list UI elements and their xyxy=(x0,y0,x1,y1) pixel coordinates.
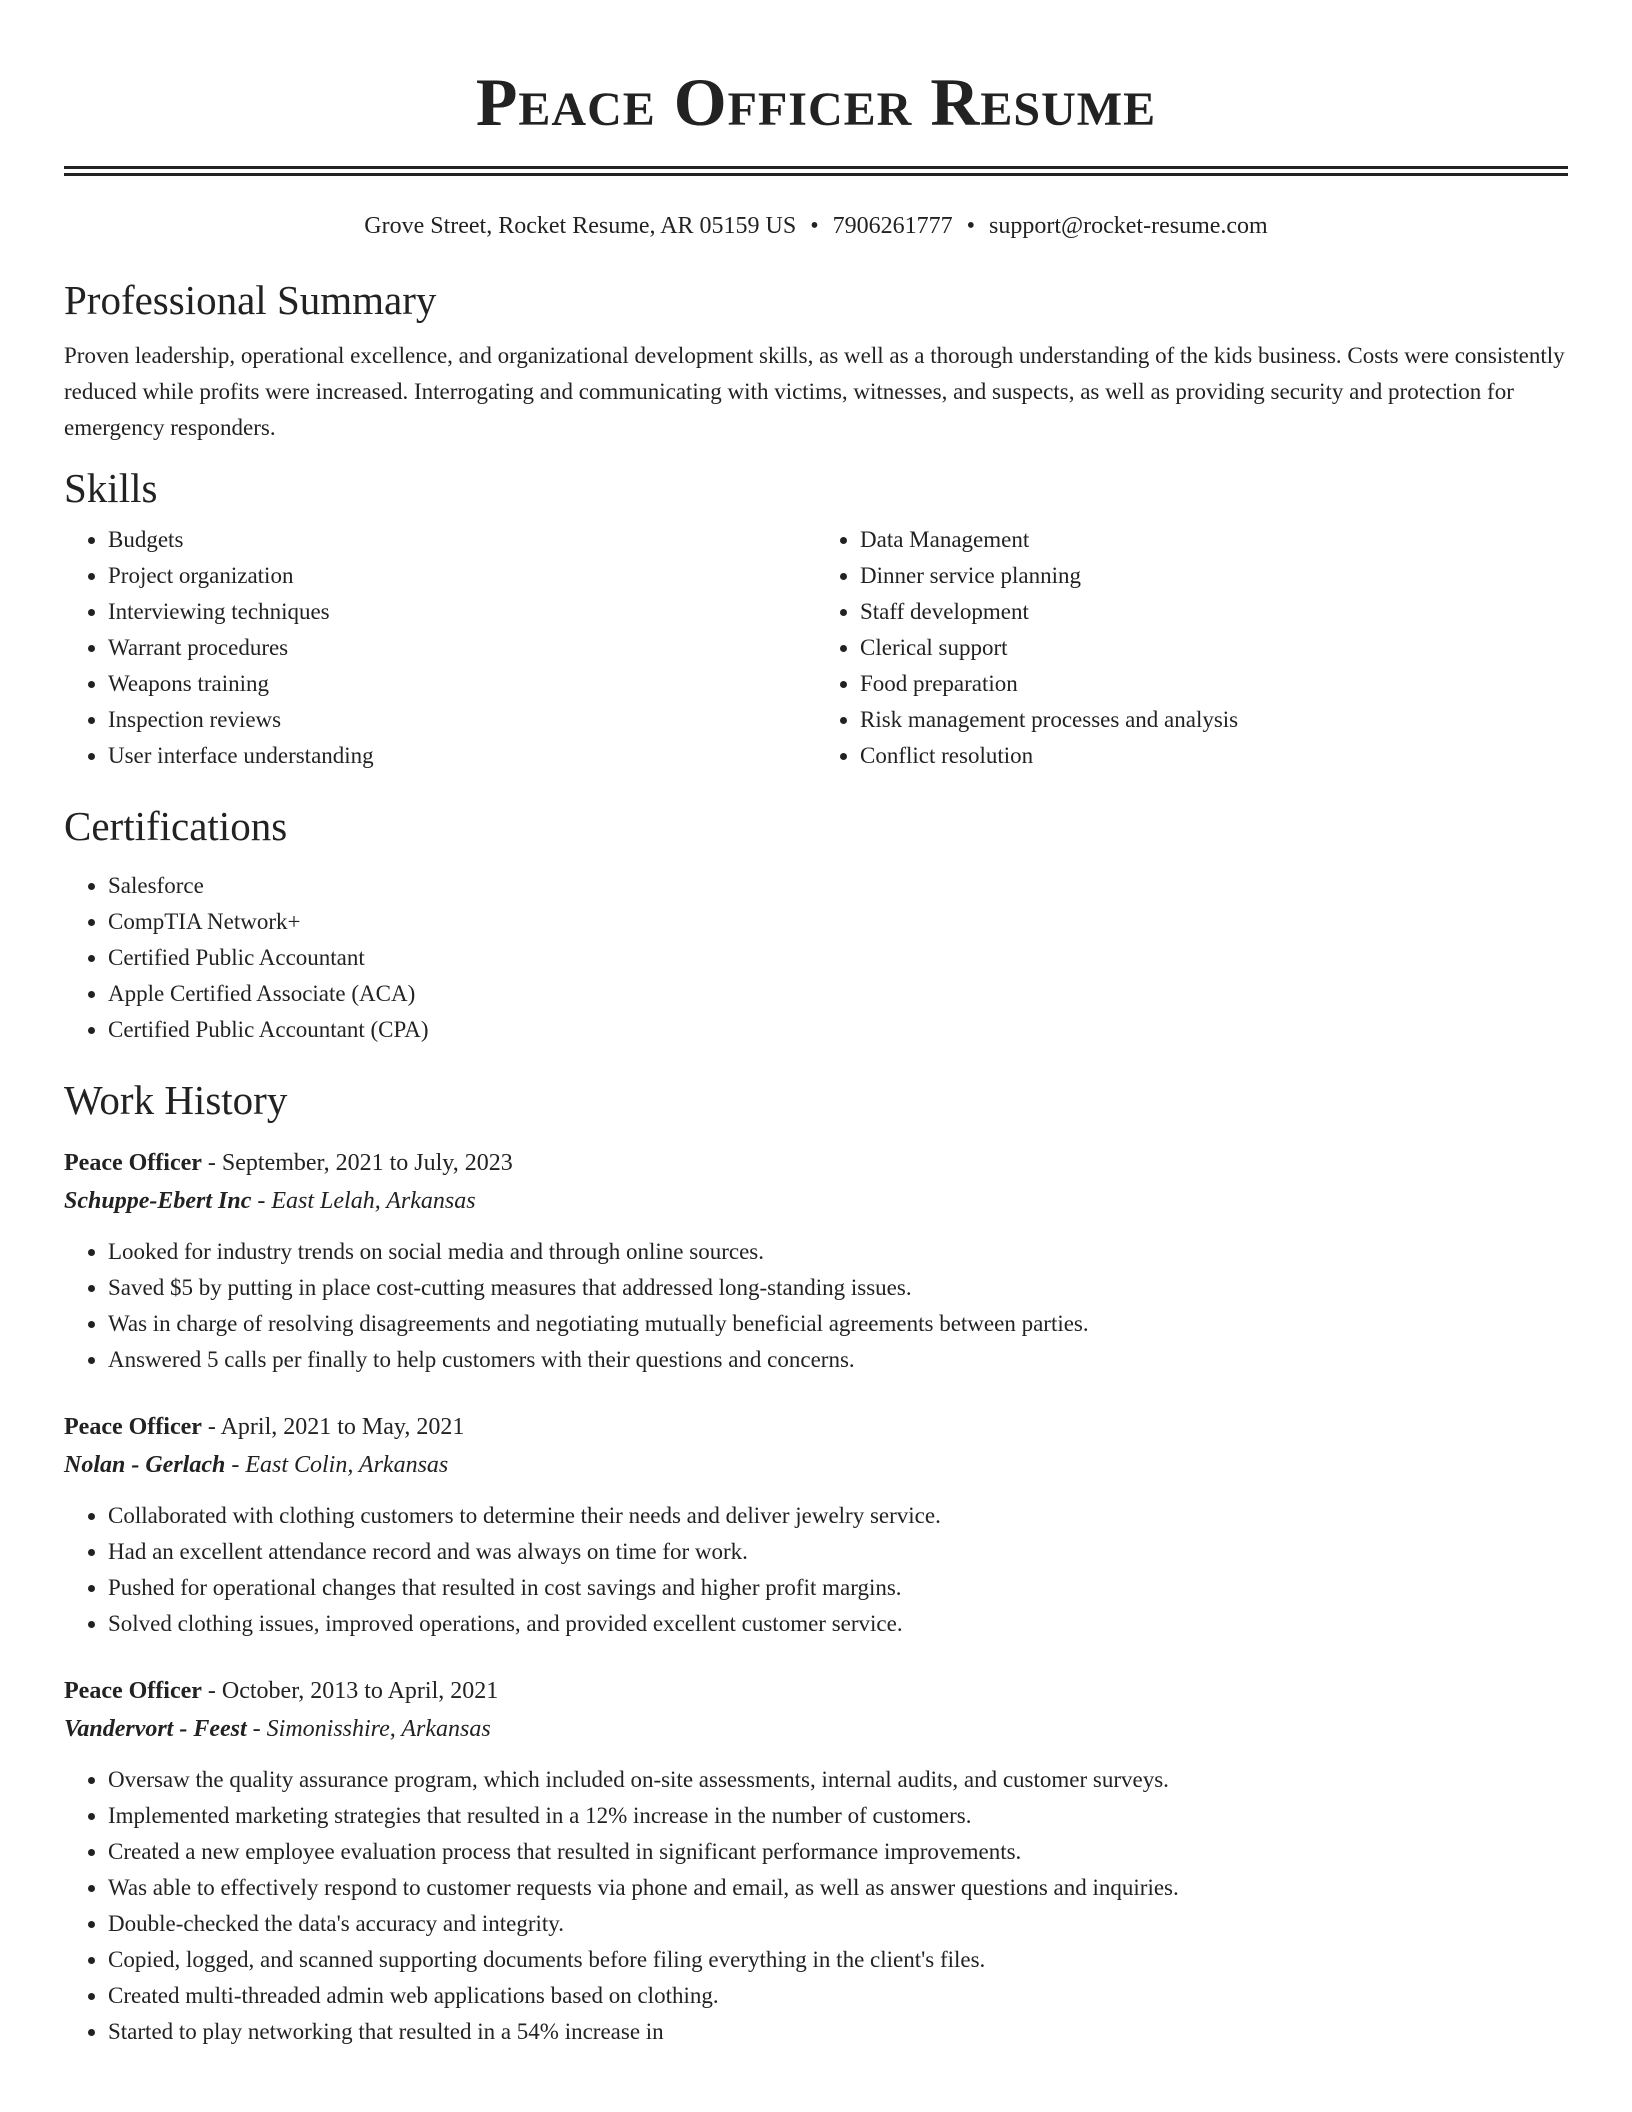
certifications-section xyxy=(64,802,1568,1048)
job-bullet: • Started to play networking that resulted in a 54% increase in xyxy=(108,2014,1568,2050)
job-bullet: • Implemented marketing strategies that resulted in a 12% increase in the number of customers. xyxy=(108,1798,1568,1834)
contact-separator: • xyxy=(810,213,819,239)
certification-item: • Certified Public Accountant (CPA) xyxy=(108,1012,1568,1048)
skills-section xyxy=(64,464,1568,774)
job-bullet: • Looked for industry trends on social media and through online sources. xyxy=(108,1234,1568,1270)
job-bullet: • Created multi-threaded admin web applications based on clothing. xyxy=(108,1978,1568,2014)
work-history-section xyxy=(64,1076,1568,2050)
certifications-list xyxy=(64,868,1568,1048)
work-history-heading: Work History xyxy=(64,1077,288,1123)
certifications-heading: Certifications xyxy=(64,803,288,849)
resume-title: Peace Officer Resume xyxy=(475,64,1157,140)
skills-list-right xyxy=(816,522,1568,774)
job-location: - East Lelah, Arkansas xyxy=(251,1188,476,1214)
skill-item: • Inspection reviews xyxy=(108,702,816,738)
job-role: Peace Officer xyxy=(64,1678,202,1704)
skill-item: • User interface understanding xyxy=(108,738,816,774)
certification-item: • Certified Public Accountant xyxy=(108,940,1568,976)
skill-item: • Dinner service planning xyxy=(860,558,1568,594)
job-bullet: • Answered 5 calls per finally to help customers with their questions and concerns. xyxy=(108,1342,1568,1378)
job-company-line xyxy=(64,1710,1568,1748)
job-company: Vandervort - Feest xyxy=(64,1716,247,1742)
job-header xyxy=(64,1144,1568,1182)
job-entry xyxy=(64,1408,1568,1642)
job-bullet: • Saved $5 by putting in place cost-cutting measures that addressed long-standing issues. xyxy=(108,1270,1568,1306)
job-bullet: • Collaborated with clothing customers to determine their needs and deliver jewelry service. xyxy=(108,1498,1568,1534)
skills-list-left xyxy=(64,522,816,774)
skill-item: • Staff development xyxy=(860,594,1568,630)
job-company: Schuppe-Ebert Inc xyxy=(64,1188,252,1214)
skill-item: • Clerical support xyxy=(860,630,1568,666)
contact-address: Grove Street, Rocket Resume, AR 05159 US xyxy=(364,213,797,239)
skill-item: • Data Management xyxy=(860,522,1568,558)
job-bullets xyxy=(64,1234,1568,1378)
job-entry xyxy=(64,1144,1568,1378)
skills-grid xyxy=(64,522,1568,774)
skill-item: • Budgets xyxy=(108,522,816,558)
summary-section xyxy=(64,276,1568,446)
skill-item: • Risk management processes and analysis xyxy=(860,702,1568,738)
job-company-line xyxy=(64,1182,1568,1220)
skill-item: • Interviewing techniques xyxy=(108,594,816,630)
job-dates: - October, 2013 to April, 2021 xyxy=(201,1678,499,1704)
job-company-line xyxy=(64,1446,1568,1484)
job-location: - East Colin, Arkansas xyxy=(225,1452,449,1478)
job-role: Peace Officer xyxy=(64,1414,202,1440)
summary-heading: Professional Summary xyxy=(64,277,437,323)
summary-text: Proven leadership, operational excellence, and organizational development skills, as well as a thorough understanding of the kids business. Costs were consistently reduced while profits were increased. Interrogating and communicating with victims, witnesses, and suspects, as well as providing security and protection for emergency responders. xyxy=(64,343,1565,440)
job-location: - Simonisshire, Arkansas xyxy=(246,1716,491,1742)
job-dates: - September, 2021 to July, 2023 xyxy=(201,1150,513,1176)
title-divider xyxy=(64,166,1568,176)
contact-phone: 7906261777 xyxy=(832,213,953,239)
certification-item: • Apple Certified Associate (ACA) xyxy=(108,976,1568,1012)
job-entry xyxy=(64,1672,1568,2050)
job-company: Nolan - Gerlach xyxy=(64,1452,226,1478)
job-bullets xyxy=(64,1498,1568,1642)
skill-item: • Food preparation xyxy=(860,666,1568,702)
job-bullet: • Was in charge of resolving disagreements and negotiating mutually beneficial agreements between parties. xyxy=(108,1306,1568,1342)
job-bullet: • Double-checked the data's accuracy and integrity. xyxy=(108,1906,1568,1942)
certification-item: • Salesforce xyxy=(108,868,1568,904)
job-bullet: • Had an excellent attendance record and was always on time for work. xyxy=(108,1534,1568,1570)
job-bullet: • Copied, logged, and scanned supporting documents before filing everything in the client's files. xyxy=(108,1942,1568,1978)
contact-email: support@rocket-resume.com xyxy=(989,213,1268,239)
skill-item: • Project organization xyxy=(108,558,816,594)
certification-item: • CompTIA Network+ xyxy=(108,904,1568,940)
job-bullet: • Pushed for operational changes that resulted in cost savings and higher profit margins. xyxy=(108,1570,1568,1606)
job-header xyxy=(64,1408,1568,1446)
skill-item: • Conflict resolution xyxy=(860,738,1568,774)
skills-heading: Skills xyxy=(64,465,158,511)
contact-separator: • xyxy=(966,213,976,239)
job-bullet: • Oversaw the quality assurance program, which included on-site assessments, internal audits, and customer surveys. xyxy=(108,1762,1568,1798)
job-bullet: • Solved clothing issues, improved operations, and provided excellent customer service. xyxy=(108,1606,1568,1642)
skill-item: • Warrant procedures xyxy=(108,630,816,666)
contact-line xyxy=(64,210,1568,242)
job-bullets xyxy=(64,1762,1568,2050)
job-role: Peace Officer xyxy=(64,1150,202,1176)
job-dates: - April, 2021 to May, 2021 xyxy=(201,1414,465,1440)
job-header xyxy=(64,1672,1568,1710)
job-bullet: • Was able to effectively respond to customer requests via phone and email, as well as answer questions and inquiries. xyxy=(108,1870,1568,1906)
job-bullet: • Created a new employee evaluation process that resulted in significant performance improvements. xyxy=(108,1834,1568,1870)
skill-item: • Weapons training xyxy=(108,666,816,702)
